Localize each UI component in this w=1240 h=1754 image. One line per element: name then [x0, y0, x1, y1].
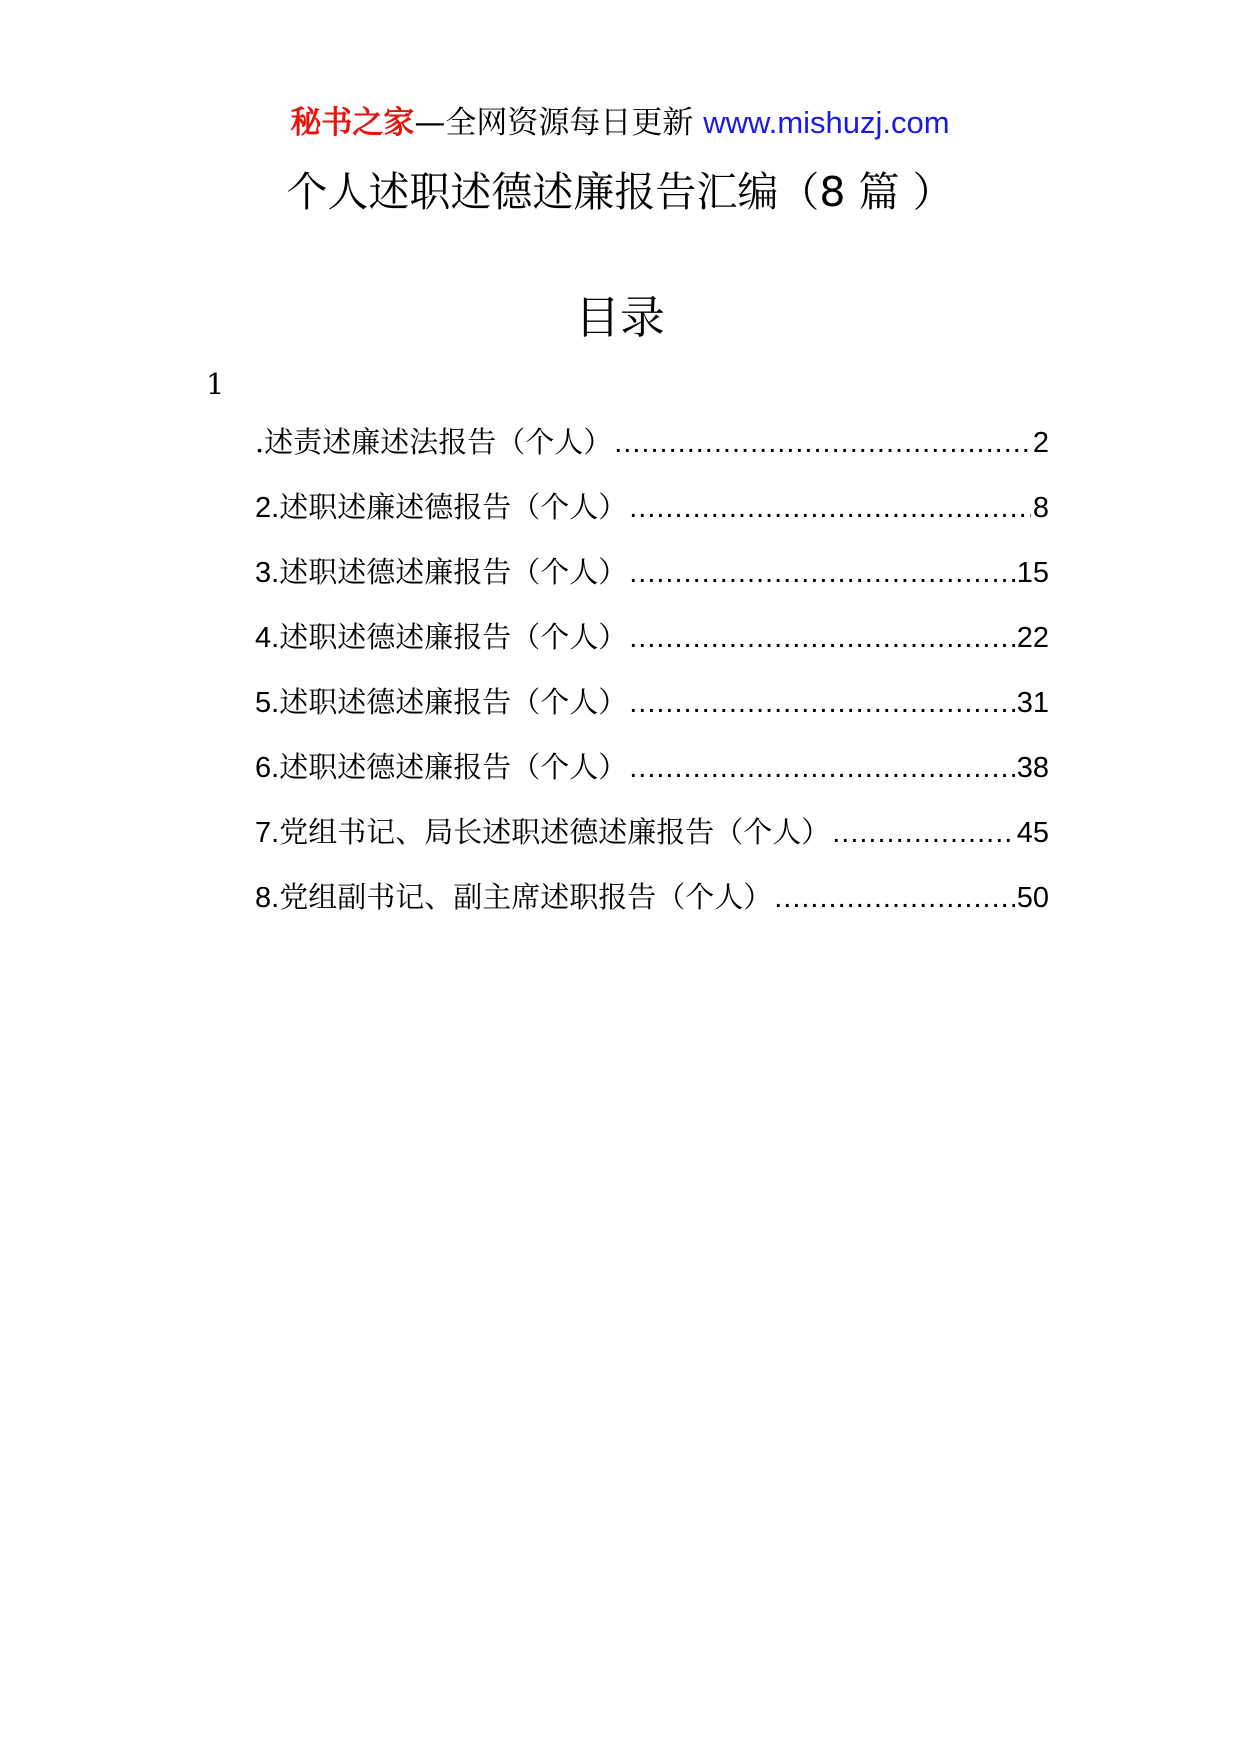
toc-page-number: 2: [1032, 427, 1049, 459]
table-of-contents: [255, 422, 1049, 942]
toc-dot-leader: [614, 423, 1031, 463]
toc-page-number: 15: [1016, 557, 1049, 589]
toc-dot-leader: [629, 553, 1015, 593]
toc-entry-title: 述职述德述廉报告（个人）: [279, 685, 628, 719]
site-tagline: —全网资源每日更新: [414, 105, 704, 141]
toc-entry-2[interactable]: [255, 487, 1049, 552]
toc-entry-6[interactable]: [255, 747, 1049, 812]
brand-name: 秘书之家: [290, 105, 415, 141]
toc-entry-1[interactable]: [255, 422, 1049, 487]
toc-entry-number: 5.: [255, 687, 280, 719]
toc-dot-leader: [629, 488, 1031, 528]
toc-entry-number: 8.: [255, 882, 280, 914]
toc-entry-number: 4.: [255, 622, 280, 654]
toc-dot-leader: [629, 748, 1015, 788]
toc-page-number: 22: [1016, 622, 1049, 654]
toc-page-number: 50: [1016, 882, 1049, 914]
toc-dot-leader: [629, 618, 1015, 658]
toc-entry-8[interactable]: [255, 877, 1049, 942]
toc-entry-title: 党组书记、局长述职述德述廉报告（个人）: [279, 815, 831, 849]
toc-entry-title: 党组副书记、副主席述职报告（个人）: [279, 880, 773, 914]
toc-entry-7[interactable]: [255, 812, 1049, 877]
toc-entry-5[interactable]: [255, 682, 1049, 747]
site-url-link[interactable]: www.mishuzj.com: [703, 105, 950, 140]
toc-entry-number: 3.: [255, 557, 280, 589]
toc-entry-title: 述职述德述廉报告（个人）: [279, 620, 628, 654]
toc-page-number: 31: [1016, 687, 1049, 719]
toc-dot-leader: [832, 813, 1015, 853]
toc-entry-title: 述职述廉述德报告（个人）: [279, 490, 628, 524]
site-banner: [0, 100, 1240, 146]
document-title: 个人述职述德述廉报告汇编（8 篇 ）: [286, 168, 954, 216]
toc-entry-3[interactable]: [255, 552, 1049, 617]
toc-entry-number: 2.: [255, 492, 280, 524]
toc-entry-title: 述职述德述廉报告（个人）: [279, 750, 628, 784]
toc-page-number: 8: [1032, 492, 1049, 524]
toc-entry-4[interactable]: [255, 617, 1049, 682]
toc-dot-leader: [774, 878, 1015, 918]
toc-entry-title: .述责述廉述法报告（个人）: [255, 425, 613, 459]
toc-heading: 目录: [574, 291, 665, 344]
toc-page-number: 45: [1016, 817, 1049, 849]
toc-entry-number: 6.: [255, 752, 280, 784]
toc-entry-title: 述职述德述廉报告（个人）: [279, 555, 628, 589]
list-number: 1: [206, 367, 225, 401]
toc-entry-number: 7.: [255, 817, 280, 849]
toc-dot-leader: [629, 683, 1015, 723]
toc-page-number: 38: [1016, 752, 1049, 784]
